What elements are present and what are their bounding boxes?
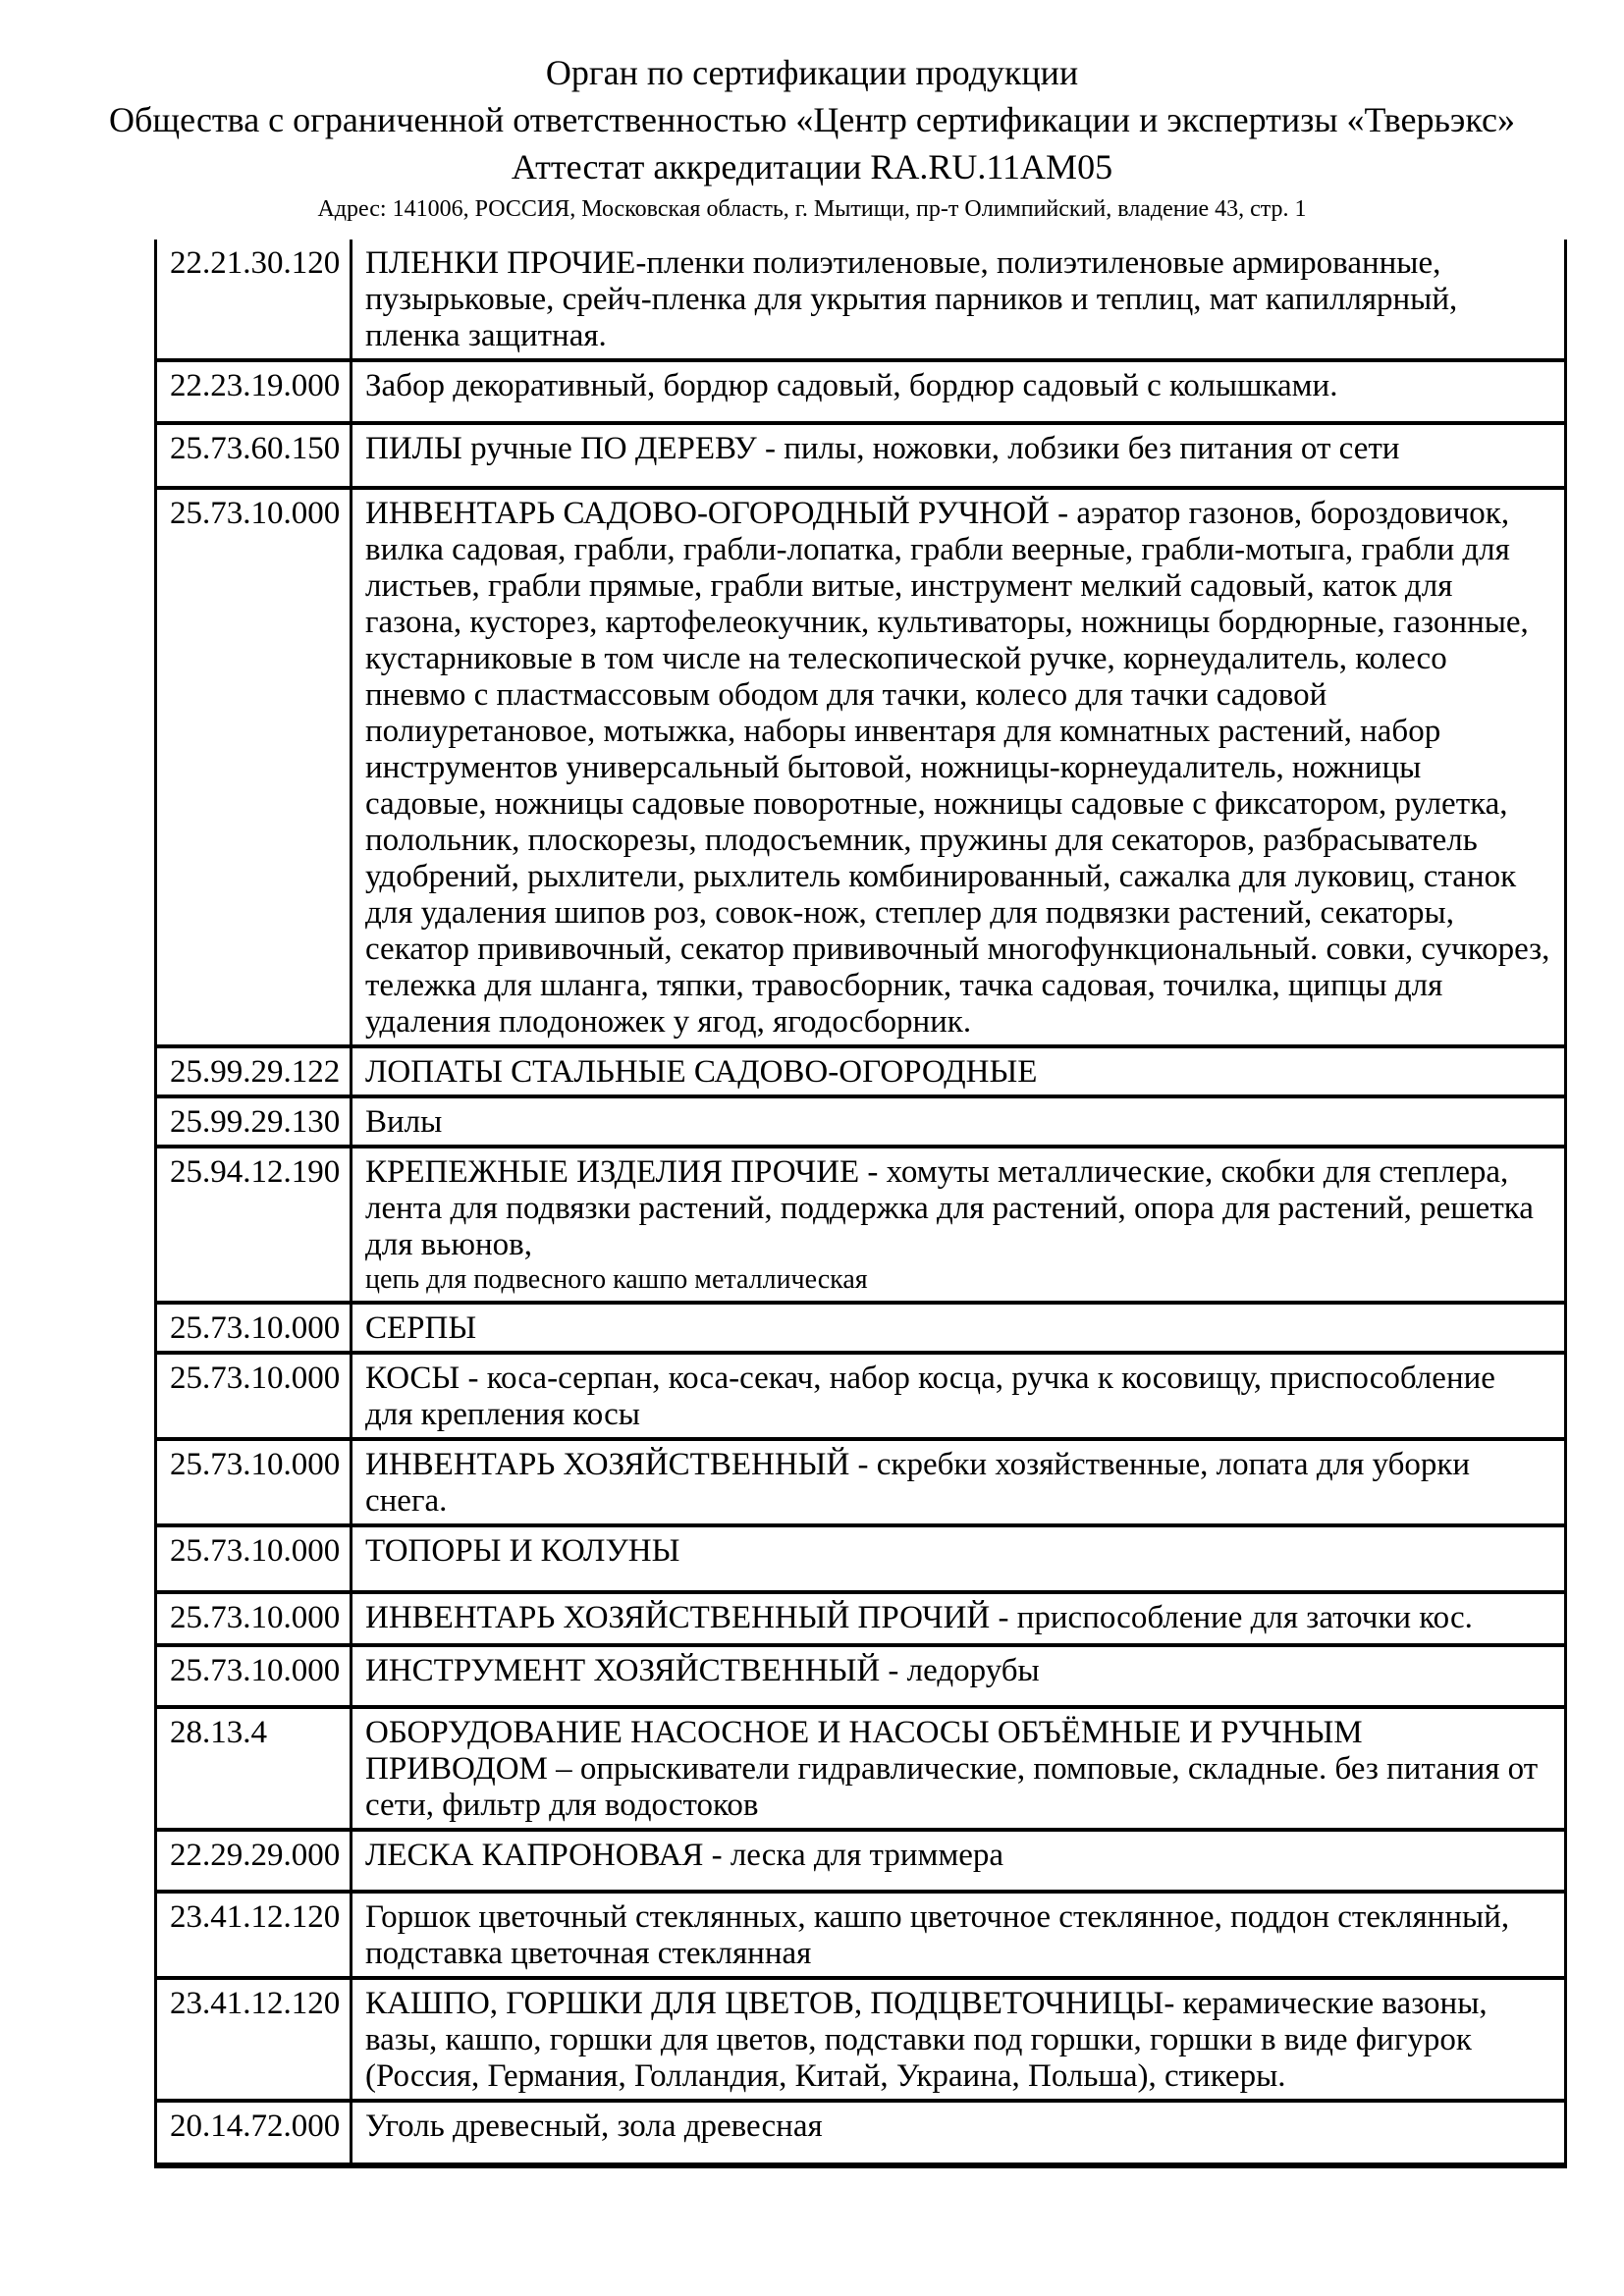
table-row: [157, 1647, 1564, 1709]
header-address-line: Адрес: 141006, РОССИЯ, Московская область, г. Мытищи, пр-т Олимпийский, владение 43, стр. 1: [317, 196, 1307, 222]
product-description: [352, 1709, 1564, 1828]
table-row: [157, 2103, 1564, 2168]
product-description-text: ИНВЕНТАРЬ ХОЗЯЙСТВЕННЫЙ ПРОЧИЙ - приспособление для заточки кос.: [365, 1600, 1473, 1635]
product-description-text: Вилы: [365, 1104, 443, 1140]
product-code: 20.14.72.000: [157, 2103, 352, 2163]
product-description: [352, 1647, 1564, 1705]
product-description-text: ПЛЕНКИ ПРОЧИЕ-пленки полиэтиленовые, полиэтиленовые армированные, пузырьковые, срейч-пленка для укрытия парников и теплиц, мат капиллярный, пленка защитная.: [365, 245, 1458, 353]
product-code: 25.73.60.150: [157, 425, 352, 486]
product-code: 25.73.10.000: [157, 490, 352, 1044]
product-code: 25.73.10.000: [157, 1594, 352, 1643]
document-header: [0, 0, 1624, 226]
table-row: [157, 1709, 1564, 1832]
table-row: [157, 1594, 1564, 1647]
table-row: [157, 1355, 1564, 1441]
product-code: 22.23.19.000: [157, 362, 352, 421]
table-row: [157, 1098, 1564, 1148]
product-description: [352, 2103, 1564, 2163]
product-description-text: ИНСТРУМЕНТ ХОЗЯЙСТВЕННЫЙ - ледорубы: [365, 1653, 1040, 1688]
product-description: [352, 240, 1564, 358]
table-row: [157, 1441, 1564, 1527]
product-description-text: ИНВЕНТАРЬ САДОВО-ОГОРОДНЫЙ РУЧНОЙ - аэратор газонов, бороздовичок, вилка садовая, грабли, грабли-лопатка, грабли веерные, грабли-мотыга, грабли для листьев, грабли прямые, грабли витые, инструмент мелкий садовый, каток для газона, кусторез, картофелеокучник, культиваторы, ножницы бордюрные, газонные, кустарниковые в том числе на телескопической ручке, корнеудалитель, колесо пневмо с пластмассовым ободом для тачки, колесо для тачки садовой полиуретановое, мотыжка, наборы инвентаря для комнатных растений, набор инструментов универсальный бытовой, ножницы-корнеудалитель, ножницы садовые, ножницы садовые поворотные, ножницы садовые с фиксатором, рулетка, полольник, плоскорезы, плодосъемник, пружины для секаторов, разбрасыватель удобрений, рыхлители, рыхлитель комбинированный, сажалка для луковиц, станок для удаления шипов роз, совок-нож, степлер для подвязки растений, секаторы, секатор прививочный, секатор прививочный многофункциональный. совки, сучкорез, тележка для шланга, тяпки, травосборник, тачка садовая, точилка, щипцы для удаления плодоножек у ягод, ягодосборник.: [365, 496, 1550, 1040]
product-description-text: ИНВЕНТАРЬ ХОЗЯЙСТВЕННЫЙ - скребки хозяйственные, лопата для уборки снега.: [365, 1447, 1471, 1519]
product-description: [352, 1832, 1564, 1890]
product-description: [352, 1305, 1564, 1351]
product-description: [352, 1980, 1564, 2099]
product-description-text: КАШПО, ГОРШКИ ДЛЯ ЦВЕТОВ, ПОДЦВЕТОЧНИЦЫ- керамические вазоны, вазы, кашпо, горшки для цветов, подставки под горшки, горшки в виде фигурок (Россия, Германия, Голландия, Китай, Украина, Польша), стикеры.: [365, 1986, 1488, 2094]
product-description: [352, 1594, 1564, 1643]
product-code: 25.99.29.122: [157, 1048, 352, 1095]
table-row: [157, 1894, 1564, 1980]
product-code: 25.73.10.000: [157, 1305, 352, 1351]
product-description-text: Уголь древесный, зола древесная: [365, 2109, 823, 2144]
product-description-text: СЕРПЫ: [365, 1310, 477, 1346]
product-description: [352, 1148, 1564, 1301]
product-code: 23.41.12.120: [157, 1980, 352, 2099]
product-codes-table: [154, 240, 1567, 2168]
product-description-text: КРЕПЕЖНЫЕ ИЗДЕЛИЯ ПРОЧИЕ - хомуты металлические, скобки для степлера, лента для подвязки растений, поддержка для растений, опора для растений, решетка для вьюнов,: [365, 1154, 1534, 1262]
product-code: 22.21.30.120: [157, 240, 352, 358]
product-description-text: ЛОПАТЫ СТАЛЬНЫЕ САДОВО-ОГОРОДНЫЕ: [365, 1054, 1038, 1090]
product-code: 25.99.29.130: [157, 1098, 352, 1145]
product-description: [352, 490, 1564, 1044]
header-accreditation-line: Аттестат аккредитации RA.RU.11АМ05: [511, 147, 1113, 187]
product-description-text: ПИЛЫ ручные ПО ДЕРЕВУ - пилы, ножовки, лобзики без питания от сети: [365, 431, 1400, 466]
product-description-text: КОСЫ - коса-серпан, коса-секач, набор косца, ручка к косовищу, приспособление для крепления косы: [365, 1361, 1495, 1432]
product-description: [352, 362, 1564, 421]
table-row: [157, 1148, 1564, 1305]
product-description: [352, 425, 1564, 486]
product-description-small-text: цепь для подвесного кашпо металлическая: [365, 1264, 868, 1295]
product-description-text: Забор декоративный, бордюр садовый, бордюр садовый с колышками.: [365, 368, 1338, 403]
header-org-line: Орган по сертификации продукции: [545, 53, 1079, 92]
product-description-text: ЛЕСКА КАПРОНОВАЯ - леска для триммера: [365, 1838, 1004, 1873]
product-description-text: ТОПОРЫ И КОЛУНЫ: [365, 1533, 680, 1569]
table-row: [157, 425, 1564, 490]
table-row: [157, 1980, 1564, 2103]
product-code: 28.13.4: [157, 1709, 352, 1828]
product-code: 25.73.10.000: [157, 1527, 352, 1590]
product-description: [352, 1894, 1564, 1976]
table-row: [157, 1527, 1564, 1594]
product-description: [352, 1098, 1564, 1145]
table-row: [157, 362, 1564, 425]
table-row: [157, 1832, 1564, 1894]
product-code: 22.29.29.000: [157, 1832, 352, 1890]
product-code: 25.73.10.000: [157, 1647, 352, 1705]
product-description: [352, 1441, 1564, 1523]
table-row: [157, 490, 1564, 1048]
table-row: [157, 1305, 1564, 1355]
product-code: 23.41.12.120: [157, 1894, 352, 1976]
table-row: [157, 240, 1564, 362]
table-row: [157, 1048, 1564, 1098]
product-code: 25.73.10.000: [157, 1441, 352, 1523]
product-description: [352, 1048, 1564, 1095]
product-code: 25.73.10.000: [157, 1355, 352, 1437]
product-code: 25.94.12.190: [157, 1148, 352, 1301]
header-company-line: Общества с ограниченной ответственностью «Центр сертификации и экспертизы «Тверьэкс»: [109, 100, 1515, 139]
product-description: [352, 1355, 1564, 1437]
product-description-text: Горшок цветочный стеклянных, кашпо цветочное стеклянное, поддон стеклянный, подставка цветочная стеклянная: [365, 1899, 1510, 1971]
product-description: [352, 1527, 1564, 1590]
product-description-text: ОБОРУДОВАНИЕ НАСОСНОЕ И НАСОСЫ ОБЪЁМНЫЕ И РУЧНЫМ ПРИВОДОМ – опрыскиватели гидравлические, помповые, складные. без питания от сети, фильтр для водостоков: [365, 1715, 1539, 1823]
